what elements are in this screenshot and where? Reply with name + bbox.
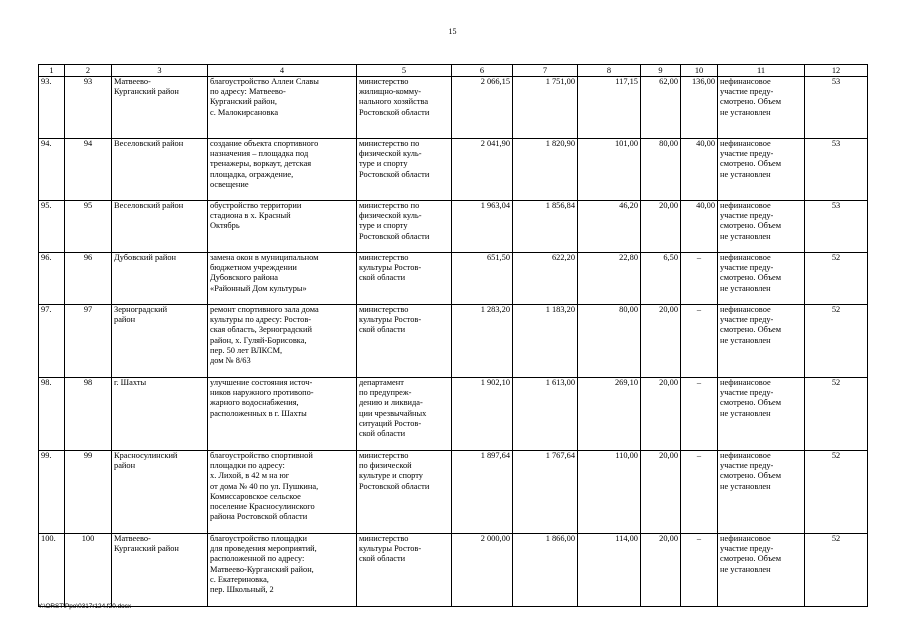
district-cell: Зерноградский район xyxy=(112,305,208,378)
local-budget-cell: 269,10 xyxy=(578,378,641,451)
row-index-cell: 100. xyxy=(39,534,65,607)
regional-budget-cell: 1 613,00 xyxy=(513,378,578,451)
table-row xyxy=(39,451,868,534)
population-contribution-cell: 40,00 xyxy=(681,201,718,253)
responsible-ministry-cell: министерство культуры Ростов- ской области xyxy=(357,534,452,607)
local-budget-cell: 22,80 xyxy=(578,253,641,305)
non-financial-participation-cell: нефинансовое участие преду- смотрено. Объем не установлен xyxy=(718,305,805,378)
district-cell: Веселовский район xyxy=(112,139,208,201)
local-budget-cell: 110,00 xyxy=(578,451,641,534)
table-body xyxy=(39,65,868,607)
district-cell: Матвеево- Курганский район xyxy=(112,534,208,607)
non-financial-participation-cell: нефинансовое участие преду- смотрено. Объем не установлен xyxy=(718,378,805,451)
extrabudgetary-cell: 20,00 xyxy=(641,451,681,534)
total-amount-cell: 651,50 xyxy=(452,253,513,305)
row-number-cell: 97 xyxy=(65,305,112,378)
table-row xyxy=(39,77,868,139)
row-index-cell: 99. xyxy=(39,451,65,534)
regional-budget-cell: 1 767,64 xyxy=(513,451,578,534)
row-number-cell: 98 xyxy=(65,378,112,451)
score-cell: 53 xyxy=(805,139,868,201)
regional-budget-cell: 1 820,90 xyxy=(513,139,578,201)
table-row xyxy=(39,139,868,201)
table-row xyxy=(39,305,868,378)
total-amount-cell: 1 963,04 xyxy=(452,201,513,253)
score-cell: 52 xyxy=(805,305,868,378)
population-contribution-cell: – xyxy=(681,253,718,305)
population-contribution-cell: – xyxy=(681,378,718,451)
column-number: 5 xyxy=(357,65,452,77)
extrabudgetary-cell: 6,50 xyxy=(641,253,681,305)
table-row xyxy=(39,534,868,607)
row-number-cell: 95 xyxy=(65,201,112,253)
extrabudgetary-cell: 20,00 xyxy=(641,305,681,378)
responsible-ministry-cell: министерство культуры Ростов- ской области xyxy=(357,305,452,378)
row-number-cell: 94 xyxy=(65,139,112,201)
non-financial-participation-cell: нефинансовое участие преду- смотрено. Объем не установлен xyxy=(718,534,805,607)
responsible-ministry-cell: министерство культуры Ростов- ской области xyxy=(357,253,452,305)
extrabudgetary-cell: 20,00 xyxy=(641,534,681,607)
row-number-cell: 93 xyxy=(65,77,112,139)
score-cell: 52 xyxy=(805,534,868,607)
responsible-ministry-cell: министерство по физической куль- туре и спорту Ростовской области xyxy=(357,139,452,201)
column-number: 9 xyxy=(641,65,681,77)
table-row xyxy=(39,201,868,253)
object-description-cell: благоустройство Аллеи Славы по адресу: Матвеево- Курганский район, с. Малокирсановка xyxy=(208,77,357,139)
extrabudgetary-cell: 62,00 xyxy=(641,77,681,139)
column-number-row xyxy=(39,65,868,77)
extrabudgetary-cell: 20,00 xyxy=(641,378,681,451)
object-description-cell: улучшение состояния источ- ников наружного противопо- жарного водоснабжения, расположенных в г. Шахты xyxy=(208,378,357,451)
district-cell: Матвеево- Курганский район xyxy=(112,77,208,139)
total-amount-cell: 2 066,15 xyxy=(452,77,513,139)
population-contribution-cell: 40,00 xyxy=(681,139,718,201)
row-index-cell: 98. xyxy=(39,378,65,451)
regional-budget-cell: 622,20 xyxy=(513,253,578,305)
local-budget-cell: 117,15 xyxy=(578,77,641,139)
regional-budget-cell: 1 751,00 xyxy=(513,77,578,139)
column-number: 2 xyxy=(65,65,112,77)
table-row xyxy=(39,378,868,451)
non-financial-participation-cell: нефинансовое участие преду- смотрено. Объем не установлен xyxy=(718,451,805,534)
extrabudgetary-cell: 20,00 xyxy=(641,201,681,253)
score-cell: 52 xyxy=(805,378,868,451)
responsible-ministry-cell: министерство по физической куль- туре и спорту Ростовской области xyxy=(357,201,452,253)
object-description-cell: замена окон в муниципальном бюджетном учреждении Дубовского района «Районный Дом культуры» xyxy=(208,253,357,305)
population-contribution-cell: 136,00 xyxy=(681,77,718,139)
district-cell: Красносулинский район xyxy=(112,451,208,534)
score-cell: 52 xyxy=(805,253,868,305)
page-number: 15 xyxy=(448,27,457,36)
local-budget-cell: 101,00 xyxy=(578,139,641,201)
district-cell: Дубовский район xyxy=(112,253,208,305)
district-cell: г. Шахты xyxy=(112,378,208,451)
object-description-cell: благоустройство спортивной площадки по адресу: х. Лихой, в 42 м на юг от дома № 40 по ул. Пушкина, Комиссаровское сельское поселение Красносулинского района Ростовской области xyxy=(208,451,357,534)
responsible-ministry-cell: департамент по предупреж- дению и ликвида- ции чрезвычайных ситуаций Ростов- ской области xyxy=(357,378,452,451)
row-number-cell: 99 xyxy=(65,451,112,534)
local-budget-cell: 114,00 xyxy=(578,534,641,607)
responsible-ministry-cell: министерство по физической культуре и спорту Ростовской области xyxy=(357,451,452,534)
program-table xyxy=(38,64,868,607)
regional-budget-cell: 1 856,84 xyxy=(513,201,578,253)
extrabudgetary-cell: 80,00 xyxy=(641,139,681,201)
regional-budget-cell: 1 183,20 xyxy=(513,305,578,378)
column-number: 1 xyxy=(39,65,65,77)
total-amount-cell: 1 897,64 xyxy=(452,451,513,534)
score-cell: 53 xyxy=(805,201,868,253)
column-number: 4 xyxy=(208,65,357,77)
row-number-cell: 100 xyxy=(65,534,112,607)
non-financial-participation-cell: нефинансовое участие преду- смотрено. Объем не установлен xyxy=(718,253,805,305)
column-number: 8 xyxy=(578,65,641,77)
column-number: 3 xyxy=(112,65,208,77)
row-index-cell: 96. xyxy=(39,253,65,305)
score-cell: 52 xyxy=(805,451,868,534)
object-description-cell: обустройство территории стадиона в х. Красный Октябрь xyxy=(208,201,357,253)
population-contribution-cell: – xyxy=(681,451,718,534)
column-number: 11 xyxy=(718,65,805,77)
population-contribution-cell: – xyxy=(681,534,718,607)
column-number: 7 xyxy=(513,65,578,77)
row-index-cell: 95. xyxy=(39,201,65,253)
score-cell: 53 xyxy=(805,77,868,139)
object-description-cell: ремонт спортивного зала дома культуры по адресу: Ростов- ская область, Зерноградский район, х. Гуляй-Борисовка, пер. 50 лет ВЛКСМ, дом № 8/63 xyxy=(208,305,357,378)
non-financial-participation-cell: нефинансовое участие преду- смотрено. Объем не установлен xyxy=(718,77,805,139)
total-amount-cell: 2 041,90 xyxy=(452,139,513,201)
object-description-cell: создание объекта спортивного назначения – площадка под тренажеры, воркаут, детская площадка, ограждение, освещение xyxy=(208,139,357,201)
row-index-cell: 97. xyxy=(39,305,65,378)
table-row xyxy=(39,253,868,305)
column-number: 10 xyxy=(681,65,718,77)
object-description-cell: благоустройство площадки для проведения мероприятий, расположенной по адресу: Матвеево-Курганский район, с. Екатериновка, пер. Школьный, 2 xyxy=(208,534,357,607)
population-contribution-cell: – xyxy=(681,305,718,378)
column-number: 6 xyxy=(452,65,513,77)
responsible-ministry-cell: министерство жилищно-комму- нального хозяйства Ростовской области xyxy=(357,77,452,139)
total-amount-cell: 2 000,00 xyxy=(452,534,513,607)
column-number: 12 xyxy=(805,65,868,77)
total-amount-cell: 1 902,10 xyxy=(452,378,513,451)
non-financial-participation-cell: нефинансовое участие преду- смотрено. Объем не установлен xyxy=(718,139,805,201)
file-path-footer: Y:\ORST\Ppo\0317r124.f20.docx xyxy=(38,603,132,610)
row-index-cell: 93. xyxy=(39,77,65,139)
local-budget-cell: 46,20 xyxy=(578,201,641,253)
regional-budget-cell: 1 866,00 xyxy=(513,534,578,607)
row-number-cell: 96 xyxy=(65,253,112,305)
total-amount-cell: 1 283,20 xyxy=(452,305,513,378)
row-index-cell: 94. xyxy=(39,139,65,201)
local-budget-cell: 80,00 xyxy=(578,305,641,378)
district-cell: Веселовский район xyxy=(112,201,208,253)
non-financial-participation-cell: нефинансовое участие преду- смотрено. Объем не установлен xyxy=(718,201,805,253)
